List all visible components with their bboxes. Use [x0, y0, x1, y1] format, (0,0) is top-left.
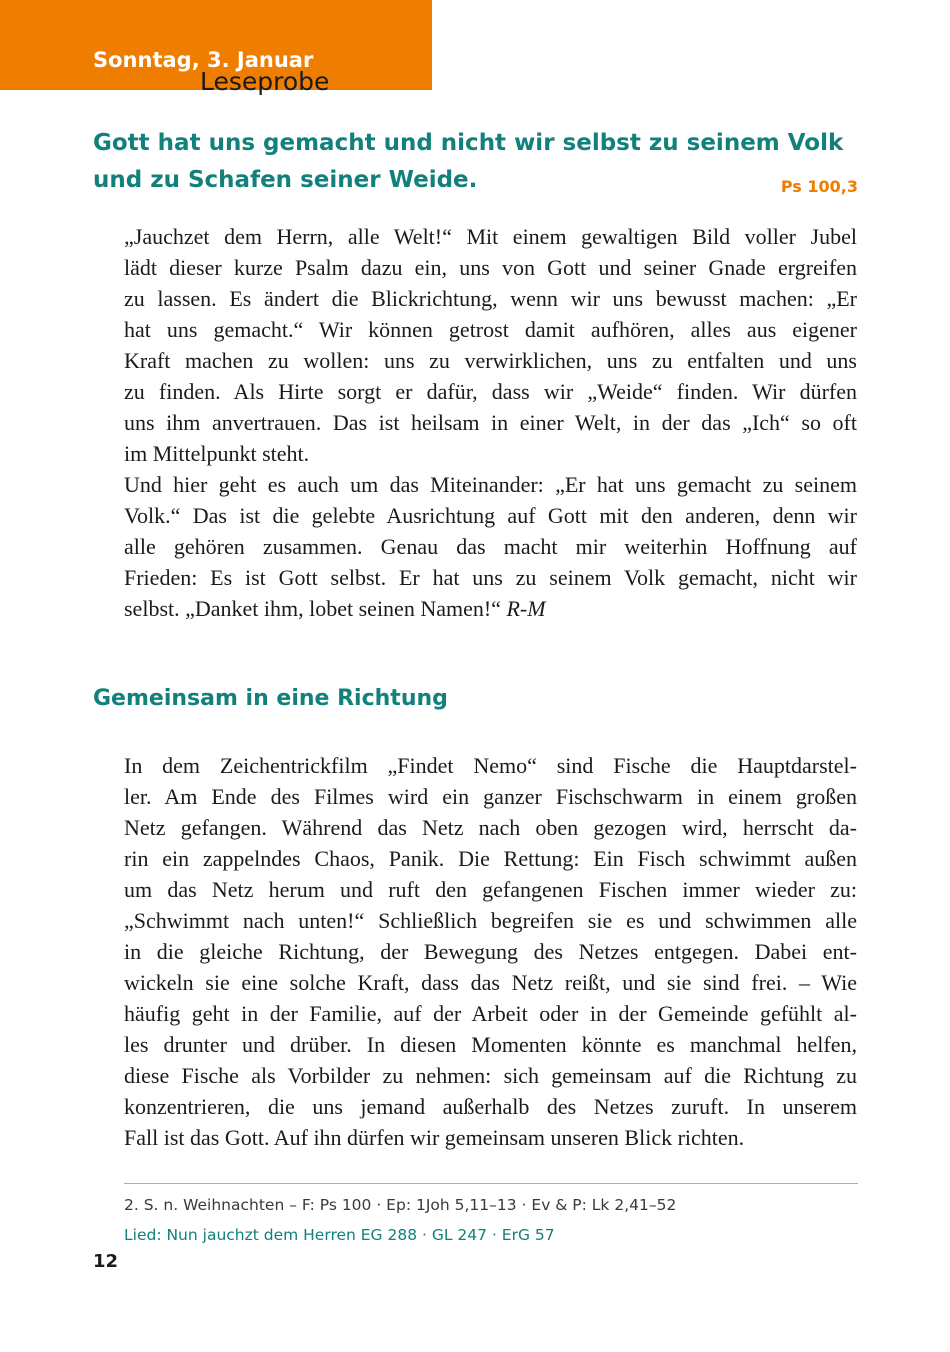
meditation-line: Kraft machen zu wollen: uns zu verwirklichen, uns zu entfalten und uns	[124, 348, 857, 373]
section-line: diese Fische als Vorbilder zu nehmen: sich gemeinsam auf die Richtung zu	[124, 1063, 857, 1088]
leseprobe-label: Leseprobe	[200, 67, 330, 96]
section-text	[124, 750, 857, 1153]
section-heading: Gemeinsam in eine Richtung	[93, 686, 448, 711]
page-number: 12	[93, 1251, 119, 1272]
meditation-line: zu lassen. Es ändert die Blickrichtung, wenn wir uns bewusst machen: „Er	[124, 286, 857, 311]
verse-line-2: und zu Schafen seiner Weide.	[93, 167, 478, 193]
section-line: „Schwimmt nach unten!“ Schließlich begreifen sie es und schwimmen alle	[124, 908, 857, 933]
section-line: konzentrieren, die uns jemand außerhalb des Netzes zuruft. In unserem	[124, 1094, 857, 1119]
meditation-last-line	[124, 593, 857, 624]
meditation-line: Volk.“ Das ist die gelebte Ausrichtung auf Gott mit den anderen, denn wir	[124, 503, 857, 528]
meditation-line: alle gehören zusammen. Genau das macht mir weiterhin Hoffnung auf	[124, 534, 857, 559]
meditation-line: „Jauchzet dem Herrn, alle Welt!“ Mit einem gewaltigen Bild voller Jubel	[124, 224, 857, 249]
meditation-closing-text: selbst. „Danket ihm, lobet seinen Namen!“	[124, 596, 501, 621]
meditation-line: uns ihm anvertrauen. Das ist heilsam in einer Welt, in der das „Ich“ so oft	[124, 410, 857, 435]
meditation-line: im Mittelpunkt steht.	[124, 441, 310, 466]
section-line: les drunter und drüber. In diesen Momenten könnte es manchmal helfen,	[124, 1032, 857, 1057]
hymn-reference: Lied: Nun jauchzt dem Herren EG 288 · GL 247 · ErG 57	[124, 1226, 555, 1244]
page-date: Sonntag, 3. Januar	[93, 48, 314, 72]
meditation-line: hat uns gemacht.“ Wir können getrost damit aufhören, alles aus eigener	[124, 317, 857, 342]
verse-line-1: Gott hat uns gemacht und nicht wir selbst zu seinem Volk	[93, 130, 844, 156]
daily-verse	[93, 125, 858, 199]
section-line: wickeln sie eine solche Kraft, dass das Netz reißt, und sie sind frei. – Wie	[124, 970, 857, 995]
section-line: Netz gefangen. Während das Netz nach oben gezogen wird, herrscht da-	[124, 815, 857, 840]
author-initials: R-M	[506, 596, 546, 621]
liturgical-readings: 2. S. n. Weihnachten – F: Ps 100 · Ep: 1Joh 5,11–13 · Ev & P: Lk 2,41–52	[124, 1196, 677, 1214]
footer-divider	[124, 1183, 858, 1184]
meditation-line: zu finden. Als Hirte sorgt er dafür, dass wir „Weide“ finden. Wir dürfen	[124, 379, 857, 404]
meditation-line: lädt dieser kurze Psalm dazu ein, uns von Gott und seiner Gnade ergreifen	[124, 255, 857, 280]
section-line: Fall ist das Gott. Auf ihn dürfen wir gemeinsam unseren Blick richten.	[124, 1125, 745, 1150]
section-line: In dem Zeichentrickfilm „Findet Nemo“ sind Fische die Hauptdarstel-	[124, 753, 857, 778]
meditation-line: Frieden: Es ist Gott selbst. Er hat uns zu seinem Volk gemacht, nicht wir	[124, 565, 857, 590]
section-line: in die gleiche Richtung, der Bewegung des Netzes entgegen. Dabei ent-	[124, 939, 857, 964]
verse-reference: Ps 100,3	[780, 177, 858, 196]
section-line: um das Netz herum und ruft den gefangenen Fischen immer wieder zu:	[124, 877, 857, 902]
meditation-text	[124, 221, 857, 624]
section-line: ler. Am Ende des Filmes wird ein ganzer Fischschwarm in einem großen	[124, 784, 857, 809]
meditation-line: Und hier geht es auch um das Miteinander: „Er hat uns gemacht zu seinem	[124, 472, 857, 497]
section-line: rin ein zappelndes Chaos, Panik. Die Rettung: Ein Fisch schwimmt außen	[124, 846, 857, 871]
section-line: häufig geht in der Familie, auf der Arbeit oder in der Gemeinde gefühlt al-	[124, 1001, 857, 1026]
